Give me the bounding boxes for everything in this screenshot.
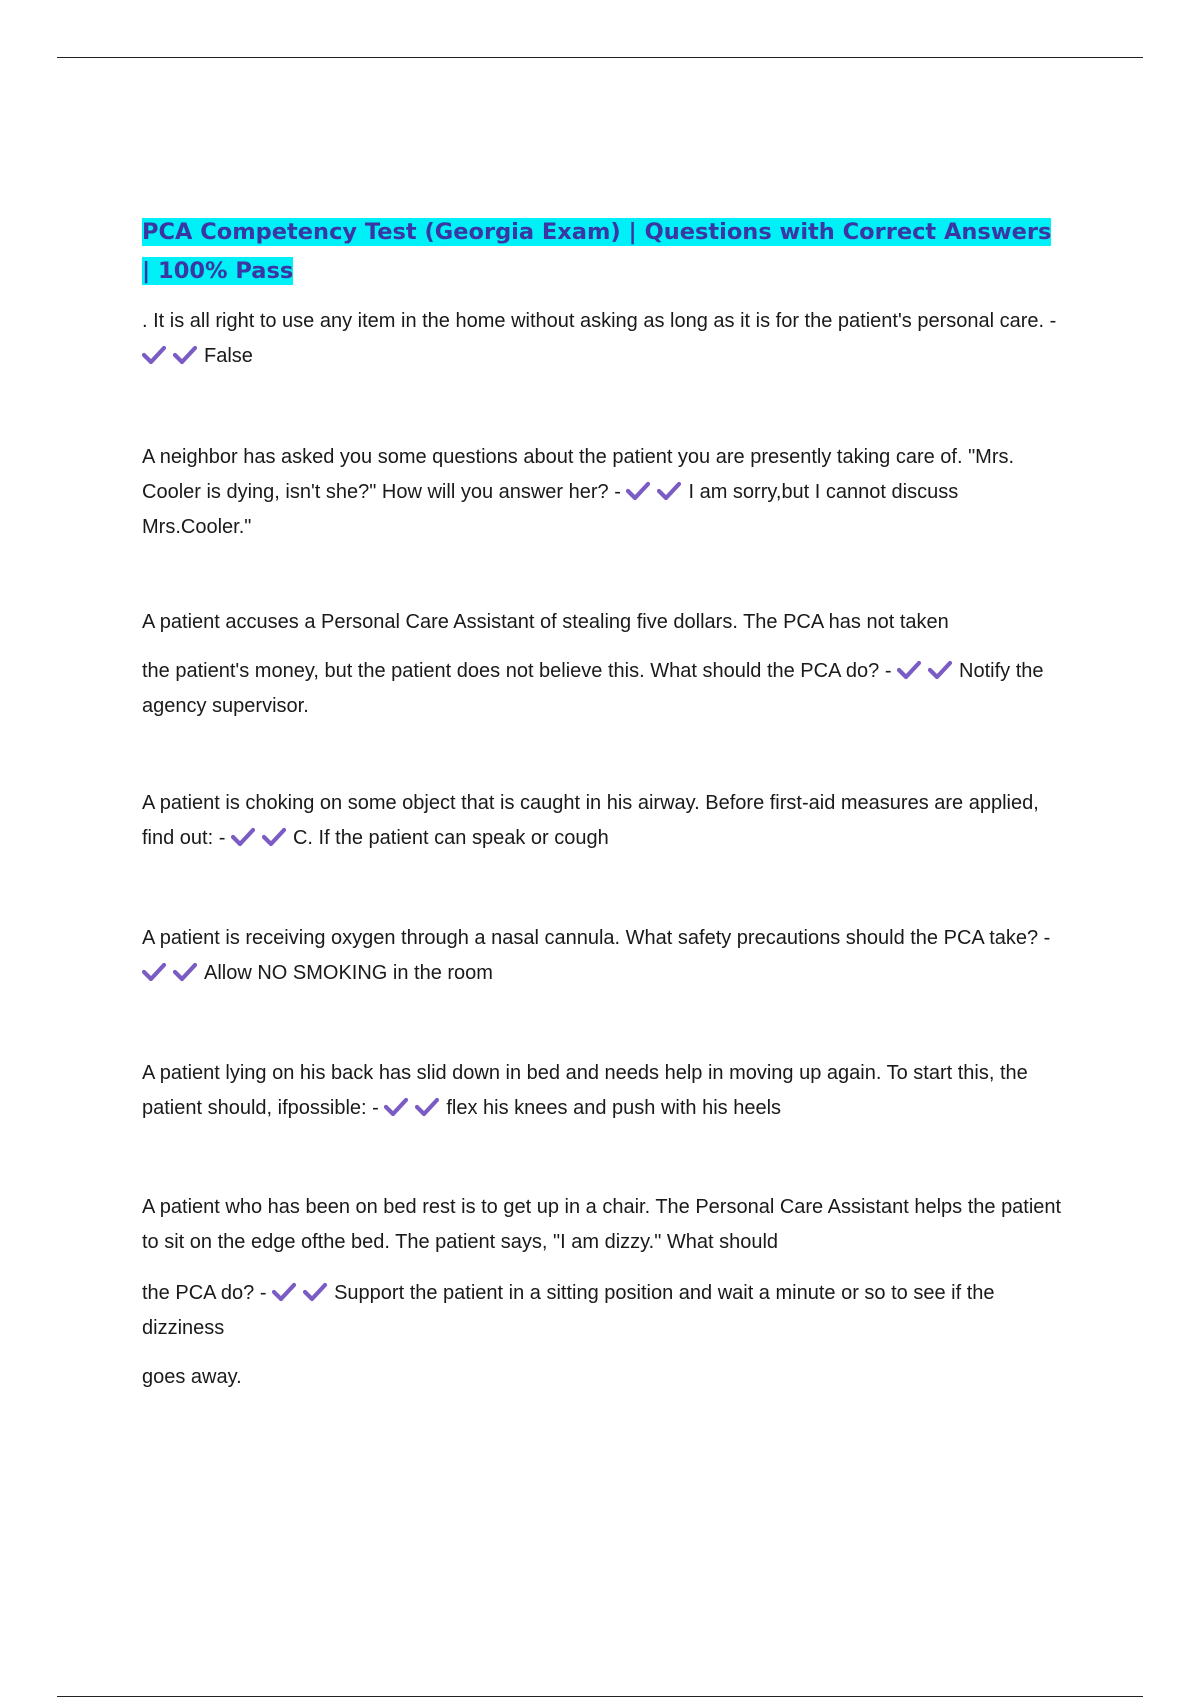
answer-2: I am sorry,but I cannot discuss Mrs.Cooler." bbox=[142, 481, 959, 538]
qa-item-2 bbox=[142, 440, 1067, 545]
qa-item-5 bbox=[142, 921, 1067, 991]
answer-4: C. If the patient can speak or cough bbox=[292, 827, 609, 849]
double-check-icon bbox=[384, 1097, 446, 1119]
document-body bbox=[142, 213, 1067, 1395]
check-icon bbox=[173, 345, 197, 365]
check-icon bbox=[272, 1282, 296, 1302]
check-icon bbox=[173, 962, 197, 982]
question-5: A patient is receiving oxygen through a nasal cannula. What safety precautions should the PCA take? - bbox=[142, 927, 1051, 949]
check-icon bbox=[262, 827, 286, 847]
double-check-icon bbox=[142, 962, 204, 984]
qa-item-3 bbox=[142, 605, 1067, 724]
question-4: A patient is choking on some object that is caught in his airway. Before first-aid measures are applied, find out: - bbox=[142, 792, 1039, 849]
check-icon bbox=[657, 481, 681, 501]
double-check-icon bbox=[272, 1282, 334, 1304]
answer-6: flex his knees and push with his heels bbox=[446, 1097, 782, 1119]
answer-3: Notify the agency supervisor. bbox=[142, 660, 1044, 717]
question-7-part-2: the PCA do? - bbox=[142, 1282, 267, 1304]
check-icon bbox=[626, 481, 650, 501]
question-7-line-1: A patient who has been on bed rest is to get up in a chair. The Personal Care Assistant helps the patient to sit on the edge ofthe bed. The patient says, "I am dizzy." What should bbox=[142, 1196, 1062, 1253]
question-6: A patient lying on his back has slid down in bed and needs help in moving up again. To start this, the patient should, ifpossible: - bbox=[142, 1062, 1028, 1119]
question-3-line-1: A patient accuses a Personal Care Assistant of stealing five dollars. The PCA has not taken bbox=[142, 611, 949, 633]
qa-item-7 bbox=[142, 1190, 1067, 1395]
question-1: . It is all right to use any item in the home without asking as long as it is for the patient's personal care. - bbox=[142, 310, 1057, 332]
answer-7-part-2: goes away. bbox=[142, 1366, 242, 1388]
check-icon bbox=[928, 660, 952, 680]
question-7-line-2 bbox=[142, 1276, 1067, 1346]
bottom-rule bbox=[57, 1696, 1143, 1697]
double-check-icon bbox=[231, 827, 293, 849]
question-2: A neighbor has asked you some questions about the patient you are presently taking care of. "Mrs. Cooler is dying, isn't she?" How will you answer her? - bbox=[142, 446, 1015, 503]
check-icon bbox=[897, 660, 921, 680]
double-check-icon bbox=[626, 481, 688, 503]
check-icon bbox=[142, 345, 166, 365]
double-check-icon bbox=[142, 345, 204, 367]
qa-item-1 bbox=[142, 304, 1067, 374]
title-highlight: PCA Competency Test (Georgia Exam) | Questions with Correct Answers | 100% Pass bbox=[142, 219, 1052, 284]
qa-item-4 bbox=[142, 786, 1067, 856]
check-icon bbox=[384, 1097, 408, 1117]
check-icon bbox=[303, 1282, 327, 1302]
answer-1: False bbox=[204, 345, 253, 367]
answer-5: Allow NO SMOKING in the room bbox=[204, 962, 493, 984]
question-3-line-2 bbox=[142, 654, 1067, 724]
qa-item-6 bbox=[142, 1056, 1067, 1126]
check-icon bbox=[231, 827, 255, 847]
document-title bbox=[142, 213, 1067, 291]
answer-7-part-1: Support the patient in a sitting position and wait a minute or so to see if the dizziness bbox=[142, 1282, 995, 1339]
top-rule bbox=[57, 57, 1143, 58]
check-icon bbox=[142, 962, 166, 982]
check-icon bbox=[415, 1097, 439, 1117]
question-3-part-2: the patient's money, but the patient does not believe this. What should the PCA do? - bbox=[142, 660, 892, 682]
double-check-icon bbox=[897, 660, 959, 682]
